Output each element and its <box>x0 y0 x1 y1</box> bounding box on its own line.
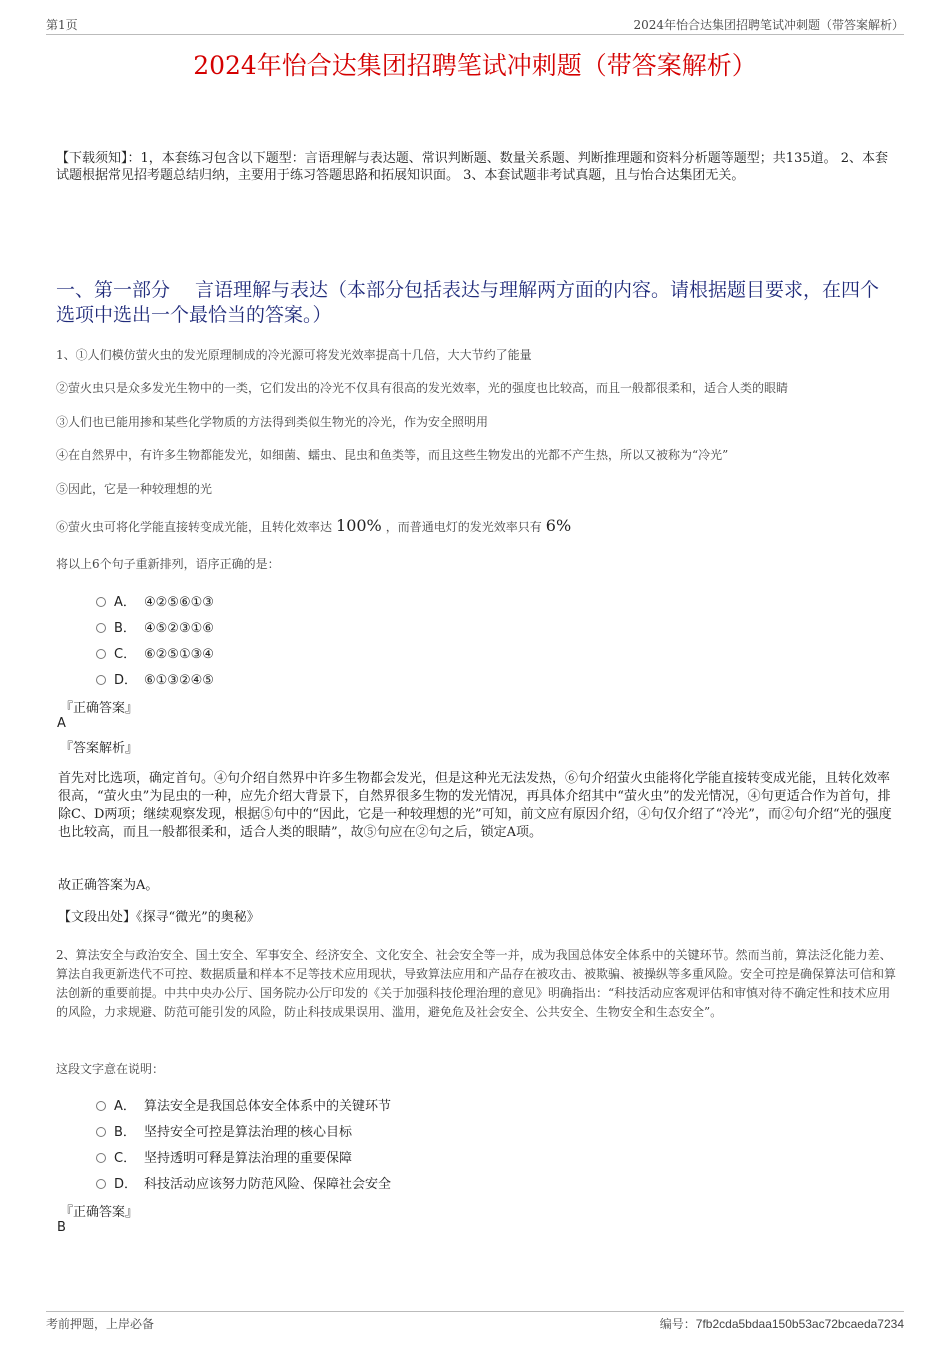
radio-icon[interactable] <box>96 649 106 659</box>
radio-icon[interactable] <box>96 1153 106 1163</box>
q1-option-d[interactable]: D． ⑥①③②④⑤ <box>96 669 214 689</box>
radio-icon[interactable] <box>96 1179 106 1189</box>
page-header <box>46 14 904 35</box>
radio-icon[interactable] <box>96 675 106 685</box>
q1-analysis: 首先对比选项，确定首句。④句介绍自然界中许多生物都会发光，但是这种光无法发热，⑥句介绍萤火虫能将化学能直接转变成光能，且转化效率很高，“萤火虫”为昆虫的一种，应先介绍大背景下，自然界很多生物的发光情况，再具体介绍其中“萤火虫”的发光情况，④句更适合作为首句，排除C、D两项；继续观察发现，根据⑤句中的“因此，它是一种较理想的光”可知，前文应有原因介绍，④句仅介绍了“冷光”，而②句介绍“光的强度也比较高，而且一般都很柔和，适合人类的眼睛”，故⑤句应在②句之后，锁定A项。 <box>58 771 892 840</box>
footer-slogan: 考前押题，上岸必备 <box>46 1317 155 1331</box>
q2-answer-label: 『正确答案』 <box>60 1205 139 1220</box>
q2-answer: B <box>57 1220 66 1235</box>
q1-conclusion: 故正确答案为A。 <box>58 878 159 893</box>
q1-sentence-2: ②萤火虫只是众多发光生物中的一类，它们发出的冷光不仅具有很高的发光效率，光的强度也比较高，而且一般都很柔和，适合人类的眼睛 <box>56 381 789 395</box>
q1-sentence-4: ④在自然界中，有许多生物都能发光，如细菌、蠕虫、昆虫和鱼类等，而且这些生物发出的光都不产生热，所以又被称为“冷光” <box>56 448 729 462</box>
footer-code <box>660 1315 904 1332</box>
q2-option-b[interactable]: B． 坚持安全可控是算法治理的核心目标 <box>96 1121 352 1141</box>
q1-s6-value-1: 100% <box>336 516 382 535</box>
q1-option-a[interactable]: A． ④②⑤⑥①③ <box>96 591 214 611</box>
q2-passage: 2、算法安全与政治安全、国土安全、军事安全、经济安全、文化安全、社会安全等一并，成为我国总体安全体系中的关键环节。然而当前，算法泛化能力差、算法自我更新迭代不可控、数据质量和样本不足等技术应用现状，导致算法应用和产品存在被攻击、被欺骗、被操纵等多重风险。安全可控是确保算法可信和算法创新的重要前提。中共中央办公厅、国务院办公厅印发的《关于加强科技伦理治理的意见》明确指出：“科技活动应客观评估和审慎对待不确定性和技术应用的风险，力求规避、防范可能引发的风险，防止科技成果误用、滥用，避免危及社会安全、公共安全、生物安全和生态安全”。 <box>56 948 897 1019</box>
radio-icon[interactable] <box>96 1127 106 1137</box>
q1-sentence-1: 1、①人们模仿萤火虫的发光原理制成的冷光源可将发光效率提高十几倍，大大节约了能量 <box>56 348 532 362</box>
q1-sentence-6 <box>56 516 898 537</box>
q1-s6-middle: ，而普通电灯的发光效率只有 <box>385 520 542 534</box>
q2-option-a[interactable]: A． 算法安全是我国总体安全体系中的关键环节 <box>96 1095 391 1115</box>
q1-s6-prefix: ⑥萤火虫可将化学能直接转变成光能，且转化效率达 <box>56 520 333 534</box>
q2-option-d[interactable]: D． 科技活动应该努力防范风险、保障社会安全 <box>96 1173 391 1193</box>
radio-icon[interactable] <box>96 597 106 607</box>
page-footer <box>46 1311 904 1334</box>
q1-answer-label: 『正确答案』 <box>60 701 139 716</box>
q1-analysis-label: 『答案解析』 <box>60 741 139 756</box>
section-heading: 一、第一部分 言语理解与表达（本部分包括表达与理解两方面的内容。请根据题目要求，在四个选项中选出一个最恰当的答案。） <box>56 279 880 326</box>
q1-sentence-3: ③人们也已能用掺和某些化学物质的方法得到类似生物光的冷光，作为安全照明用 <box>56 415 489 429</box>
footer-code-label: 编号： <box>659 1317 696 1331</box>
q1-option-c[interactable]: C． ⑥②⑤①③④ <box>96 643 214 663</box>
radio-icon[interactable] <box>96 1101 106 1111</box>
radio-icon[interactable] <box>96 623 106 633</box>
q1-question: 将以上6个句子重新排列，语序正确的是： <box>56 557 280 571</box>
q1-source: 【文段出处】《探寻“微光”的奥秘》 <box>58 910 260 925</box>
footer-code-value: 7fb2cda5bdaa150b53ac72bcaeda7234 <box>695 1317 904 1331</box>
q2-question: 这段文字意在说明： <box>56 1062 165 1076</box>
header-doc-title: 2024年怡合达集团招聘笔试冲刺题（带答案解析） <box>633 18 904 32</box>
q2-option-c[interactable]: C． 坚持透明可释是算法治理的重要保障 <box>96 1147 352 1167</box>
q1-s6-value-2: 6% <box>545 516 572 535</box>
page-number: 第1页 <box>46 18 78 32</box>
download-notice: 【下载须知】：1，本套练习包含以下题型：言语理解与表达题、常识判断题、数量关系题、判断推理题和资料分析题等题型；共135道。 2、本套试题根据常见招考题总结归纳，主要用于练习答题思路和拓展知识面。 3、本套试题非考试真题，且与怡合达集团无关。 <box>56 151 888 183</box>
q1-sentence-5: ⑤因此，它是一种较理想的光 <box>56 482 213 496</box>
page-title: 2024年怡合达集团招聘笔试冲刺题（带答案解析） <box>193 51 757 80</box>
q1-option-b[interactable]: B． ④⑤②③①⑥ <box>96 617 214 637</box>
q1-answer: A <box>57 716 66 731</box>
